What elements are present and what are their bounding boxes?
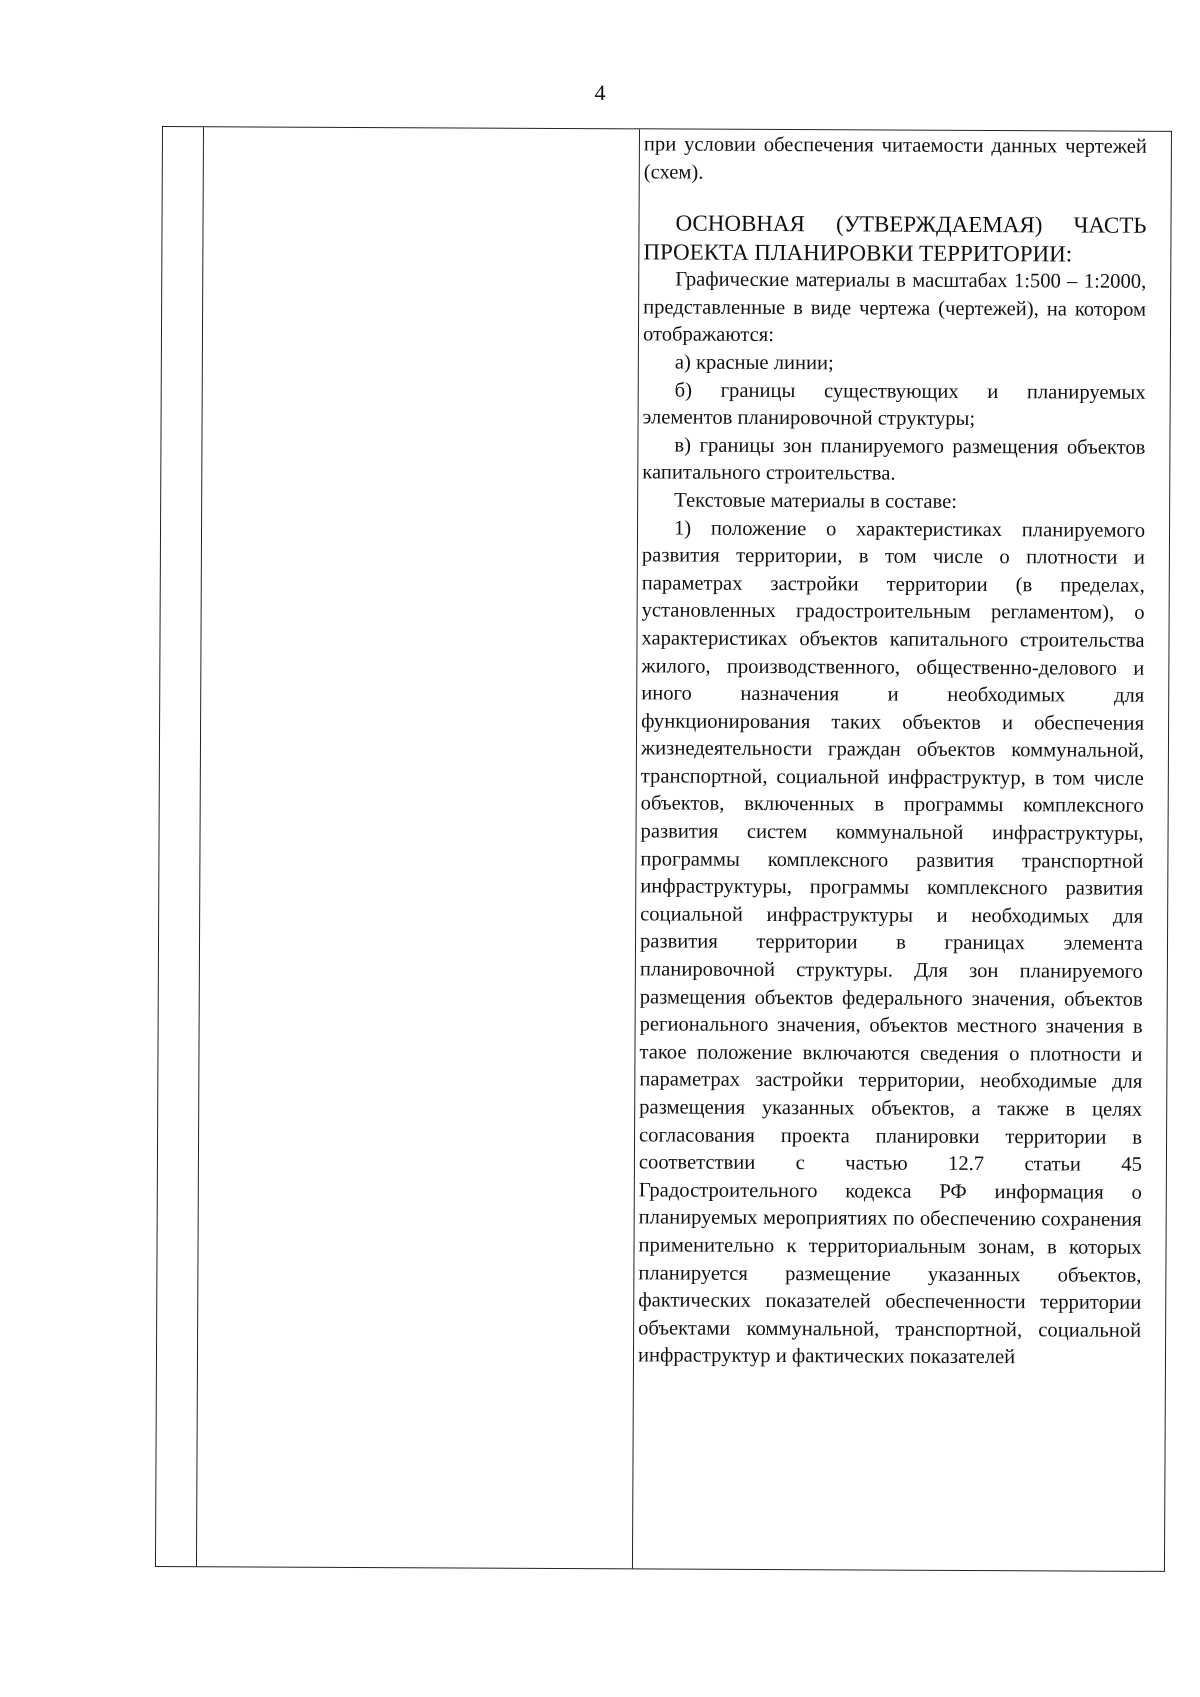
list-item-b: б) границы существующих и планируемых элементов планировочной структуры;: [642, 379, 1146, 431]
table-cell-content: [638, 131, 1147, 1372]
continuation-text: при условии обеспечения читаемости данных чертежей (схем).: [643, 133, 1147, 184]
list-item-v: в) границы зон планируемого размещения объектов капитального строительства.: [642, 434, 1146, 485]
list-item-a: а) красные линии;: [674, 351, 834, 375]
list-item-1: 1) положение о характеристиках планируемого развития территории, в том числе о плотности и параметрах застройки территории (в пределах, установленных градостроительным регламентом), о характеристиках объектов капитального строительства жилого, производственного, общественно-делового и иного назначения и необходимых для функционирования таких объектов и обеспечения жизнедеятельности граждан объектов коммунальной, транспортной, социальной инфраструктур, в том числе объектов, включенных в программы комплексного развития систем коммунальной инфраструктуры, программы комплексного развития транспортной инфраструктуры, программы комплексного развития социальной инфраструктуры и необходимых для развития территории в границах элемента планировочной структуры. Для зон планируемого размещения объектов федерального значения, объектов регионального значения, объектов местного значения в такое положение включаются сведения о плотности и параметрах застройки территории, необходимые для размещения указанных объектов, а также в целях согласования проекта планировки территории в соответствии с частью 12.7 статьи 45 Градостроительного кодекса РФ информация о планируемых мероприятиях по обеспечению сохранения применительно к территориальным зонам, в которых планируется размещение указанных объектов, фактических показателей обеспеченности территории объектами коммунальной, транспортной, социальной инфраструктур и фактических показателей: [637, 517, 1146, 1369]
paragraph-spacer: [644, 187, 1147, 211]
page-number: 4: [594, 80, 606, 105]
document-table: [155, 126, 1172, 1572]
section-heading: ОСНОВНАЯ (УТВЕРЖДАЕМАЯ) ЧАСТЬ ПРОЕКТА ПЛАНИРОВКИ ТЕРРИТОРИИ:: [643, 210, 1147, 267]
text-materials-intro: Текстовые материалы в составе:: [674, 489, 958, 513]
graphic-materials-intro: Графические материалы в масштабах 1:500 – 1:2000, представленные в виде чертежа (чертежей), на котором отображаются:: [642, 268, 1147, 347]
table-column-divider-1: [196, 127, 204, 1566]
